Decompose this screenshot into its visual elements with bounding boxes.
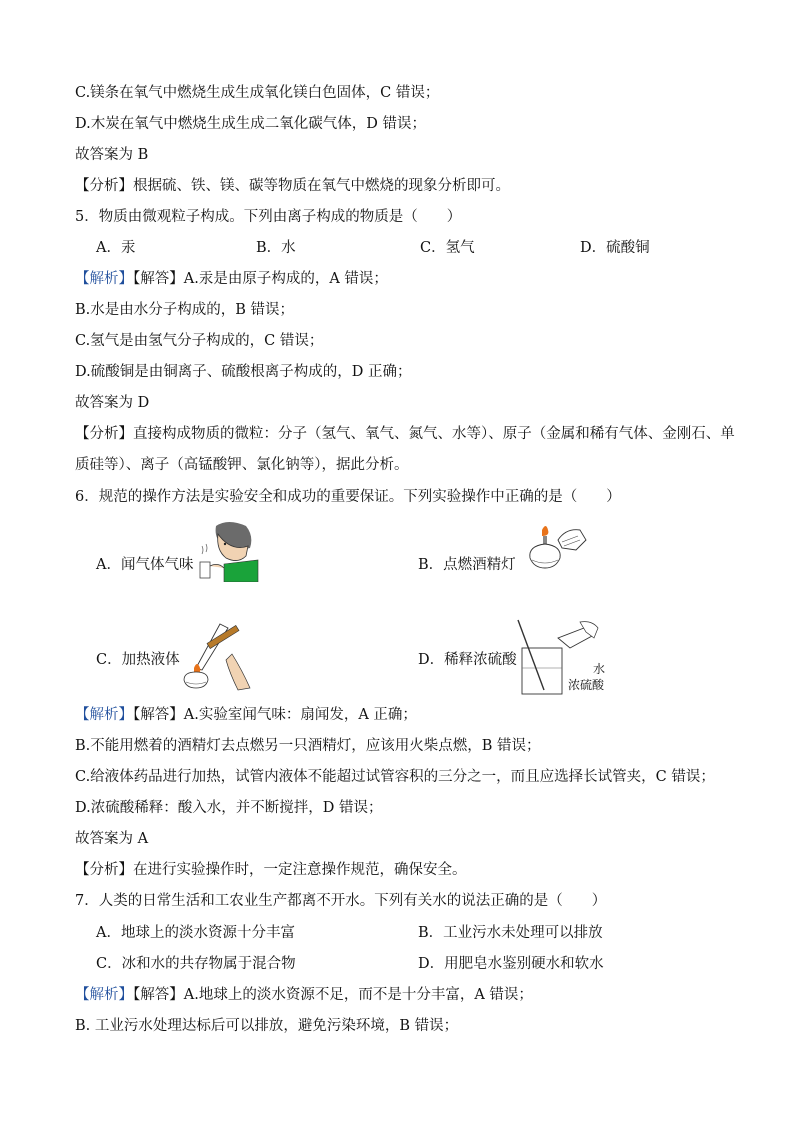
- text-line: B.水是由水分子构成的，B 错误；: [75, 302, 295, 318]
- solution-text: 【解答】A.汞是由原子构成的，A 错误；: [133, 271, 388, 287]
- q6-option-c: C．加热液体: [96, 652, 180, 668]
- q5-option-c: C．氢气: [420, 240, 475, 256]
- text-line: 故答案为 A: [75, 831, 149, 847]
- solution-7-line: [75, 985, 533, 1005]
- smelling-gas-figure: [188, 520, 260, 586]
- q5-option-a: A．汞: [96, 240, 136, 256]
- q7-option-c: C．冰和水的共存物属于混合物: [96, 956, 296, 972]
- text-line: D.硫酸铜是由铜离子、硫酸根离子构成的，D 正确；: [75, 364, 412, 380]
- q7-option-d: D．用肥皂水鉴别硬水和软水: [418, 956, 604, 972]
- q6-option-d: D．稀释浓硫酸: [418, 652, 517, 668]
- text-line: D.木炭在氧气中燃烧生成生成二氧化碳气体，D 错误；: [75, 116, 426, 132]
- q7-option-b: B．工业污水未处理可以排放: [418, 925, 603, 941]
- q6-option-b: B．点燃酒精灯: [418, 557, 516, 573]
- solution-5-line: [75, 269, 388, 289]
- solution-tag: 【解析】: [75, 271, 133, 287]
- solution-text: 【解答】A.实验室闻气味：扇闻发，A 正确；: [133, 707, 417, 723]
- solution-tag: 【解析】: [75, 707, 133, 723]
- analysis-line: 【分析】直接构成物质的微粒：分子（氢气、氧气、氮气、水等）、原子（金属和稀有气体、金刚石、单: [75, 426, 735, 442]
- q5-option-b: B．水: [256, 240, 296, 256]
- question-7: 7．人类的日常生活和工农业生产都离不开水。下列有关水的说法正确的是（ ）: [75, 893, 607, 909]
- text-line: 故答案为 D: [75, 395, 150, 411]
- analysis-line: 【分析】根据硫、铁、镁、碳等物质在氧气中燃烧的现象分析即可。: [75, 178, 510, 194]
- text-line: 质硅等）、离子（高锰酸钾、氯化钠等），据此分析。: [75, 457, 409, 473]
- q5-option-d: D．硫酸铜: [580, 240, 650, 256]
- figure-label-acid: 浓硫酸: [568, 678, 605, 692]
- analysis-line: 【分析】在进行实验操作时，一定注意操作规范，确保安全。: [75, 862, 467, 878]
- text-line: B. 工业污水处理达标后可以排放，避免污染环境，B 错误；: [75, 1018, 459, 1034]
- question-6: 6．规范的操作方法是实验安全和成功的重要保证。下列实验操作中正确的是（ ）: [75, 489, 621, 505]
- q6-option-a: A．闻气体气味: [96, 557, 194, 573]
- solution-tag: 【解析】: [75, 987, 133, 1003]
- q7-option-a: A．地球上的淡水资源十分丰富: [96, 925, 295, 941]
- lighting-lamp-figure: [518, 522, 588, 578]
- text-line: D.浓硫酸稀释：酸入水，并不断搅拌，D 错误；: [75, 800, 383, 816]
- question-5: 5．物质由微观粒子构成。下列由离子构成的物质是（ ）: [75, 209, 462, 225]
- text-line: 故答案为 B: [75, 147, 149, 163]
- solution-6-line: [75, 705, 417, 725]
- text-line: C.给液体药品进行加热，试管内液体不能超过试管容积的三分之一，而且应选择长试管夹，C 错误；: [75, 769, 715, 785]
- text-line: C.镁条在氧气中燃烧生成生成氧化镁白色固体，C 错误；: [75, 85, 440, 101]
- figure-label-water: 水: [593, 662, 606, 676]
- heating-liquid-figure: [176, 620, 258, 696]
- text-line: C.氢气是由氢气分子构成的，C 错误；: [75, 333, 324, 349]
- solution-text: 【解答】A.地球上的淡水资源不足，而不是十分丰富，A 错误；: [133, 987, 533, 1003]
- text-line: B.不能用燃着的酒精灯去点燃另一只酒精灯，应该用火柴点燃，B 错误；: [75, 738, 541, 754]
